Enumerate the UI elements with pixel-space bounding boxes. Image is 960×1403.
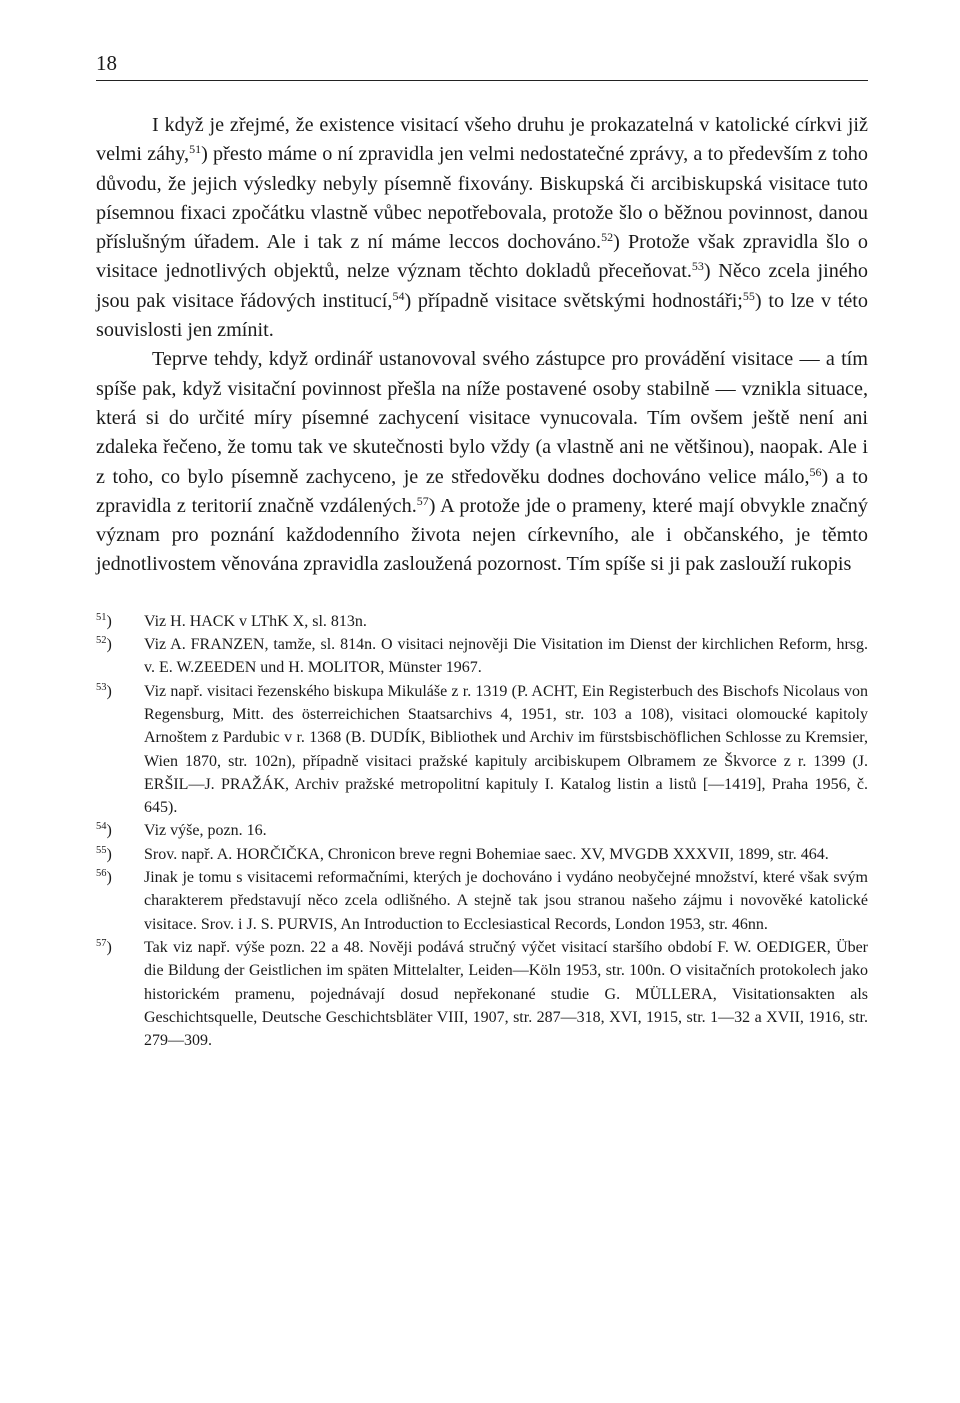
footnote (96, 633, 868, 680)
footnote-number: $^{56}$) (96, 868, 112, 887)
footnote-text: Viz H. HACK v LThK X, sl. 813n. (144, 612, 367, 630)
footnote (96, 610, 868, 633)
text-segment: ) Něco zcela jiného jsou pak visitace řádových institucí, (96, 260, 868, 312)
footnote (96, 866, 868, 936)
book-page (96, 50, 868, 1052)
footnote (96, 843, 868, 866)
footnote-text: Tak viz např. výše pozn. 22 a 48. Nověji podává stručný výčet visitací staršího období F. W. OEDIGER, Über die Bildung der Geistlichen im späten Mittelalter, Leiden—Köln 1953, str. 100n. O visitačních protokolech jako historickém pramenu, pojednávají dosud nepřekonané studie G. MÜLLERA, Visitationsakten als Geschichtsquelle, Deutsche Geschichtsbläter VIII, 1907, str. 287—318, XVI, 1915, str. 1—32 a XVII, 1916, str. 279—309. (144, 938, 868, 1050)
text-segment: ) A protože jde o prameny, které mají obvykle značný význam pro poznání každodenního života nejen církevního, ale i občanského, je těmto jednotlivostem věnována zpravidla zasloužená pozornost. Tím spíše si ji pak zaslouží rukopis (96, 494, 868, 576)
text-segment: ) Protože však zpravidla šlo o visitace jednotlivých objektů, nelze význam těchto dokladů přeceňovat. (96, 231, 868, 283)
footnote-text: Viz např. visitaci řezenského biskupa Mikuláše z r. 1319 (P. ACHT, Ein Registerbuch des Bischofs Nicolaus von Regensburg, Mitt. des österreichichen Staatsarchivs 4, 1951, str. 103 a 108), visitaci olomoucké kapitoly Arnoštem z Pardubic v r. 1368 (B. DUDÍK, Bibliothek und Archiv im fürstsbischöflichen Schlosse zu Kremsier, Wien 1870, str. 102n), případně visitaci pražské kapituly arcibiskupem Olbramem ze Škvorce z r. 1399 (J. ERŠIL—J. PRAŽÁK, Archiv pražské metropolitní kapituly I. Katalog listin a listů [—1419], Praha 1956, č. 645). (144, 682, 868, 817)
footnote-ref[interactable]: 53 (691, 259, 704, 274)
footnote-number: $^{53}$) (96, 681, 112, 700)
page-header (96, 50, 868, 81)
main-text (96, 111, 868, 580)
footnotes-section (96, 610, 868, 1053)
footnote-text: Jinak je tomu s visitacemi reformačními, kterých je dochováno i vydáno neobyčejné množství, které však svým charakterem představují něco zcela odlišného. A stejně tak jsou stranou našeho zájmu i novověké katolické visitace. Srov. i J. S. PURVIS, An Introduction to Ecclesiastical Records, London 1953, str. 46nn. (144, 869, 868, 933)
footnote-ref[interactable]: 52 (601, 230, 614, 245)
text-segment: ) přesto máme o ní zpravidla jen velmi nedostatečné zprávy, a to především z toho důvodu, že jejich výsledky nebyly písemně fixovány. Biskupská či arcibiskupská visitace tuto písemnou fixaci zpočátku vlastně vůbec nepotřebovala, protože šlo o běžnou povinnost, danou příslušným úřadem. Ale i tak z ní máme leccos dochováno. (96, 143, 868, 254)
paragraph-1 (96, 111, 868, 345)
footnote-ref[interactable]: 56 (809, 464, 822, 479)
footnote (96, 819, 868, 842)
footnote-number: $^{52}$) (96, 635, 112, 654)
paragraph-2 (96, 345, 868, 579)
footnote-ref[interactable]: 54 (392, 288, 405, 303)
text-segment: ) případně visitace světskými hodnostáři; (404, 289, 743, 312)
text-segment: Teprve tehdy, když ordinář ustanovoval svého zástupce pro provádění visitace — a tím spíše pak, když visitační povinnost přešla na níže postavené osoby stabilně — vznikla situace, která si do určité míry písemné zachycení visitace vynucovala. Tím ovšem ještě není ani zdaleka řečeno, že tomu tak ve skutečnosti bylo vždy (a vlastně ani ne většinou), naopak. Ale i z toho, co bylo písemně zachyceno, je ze středověku dodnes dochováno velice málo, (96, 348, 868, 488)
text-segment: ) to lze v této souvislosti jen zmínit. (96, 289, 869, 342)
footnote-ref[interactable]: 51 (189, 142, 202, 157)
footnote (96, 680, 868, 820)
page-number: 18 (96, 51, 117, 75)
footnote-text: Srov. např. A. HORČIČKA, Chronicon breve regni Bohemiae saec. XV, MVGDB XXXVII, 1899, str. 464. (144, 845, 829, 863)
footnote-ref[interactable]: 57 (416, 493, 429, 508)
footnote-number: $^{55}$) (96, 844, 112, 863)
text-segment: ) a to zpravidla z teritorií značně vzdálených. (96, 465, 869, 517)
text-segment: I když je zřejmé, že existence visitací všeho druhu je prokazatelná v katolické církvi již velmi záhy, (96, 114, 868, 166)
footnote-number: $^{57}$) (96, 937, 112, 956)
footnote-number: $^{51}$) (96, 611, 112, 630)
footnote-text: Viz A. FRANZEN, tamže, sl. 814n. O visitaci nejnověji Die Visitation im Dienst der kirchlichen Reform, hrsg. v. E. W.ZEEDEN und H. MOLITOR, Münster 1967. (144, 636, 868, 677)
footnote-ref[interactable]: 55 (742, 288, 755, 303)
footnote-number: $^{54}$) (96, 821, 112, 840)
footnote (96, 936, 868, 1052)
footnote-text: Viz výše, pozn. 16. (144, 822, 267, 840)
